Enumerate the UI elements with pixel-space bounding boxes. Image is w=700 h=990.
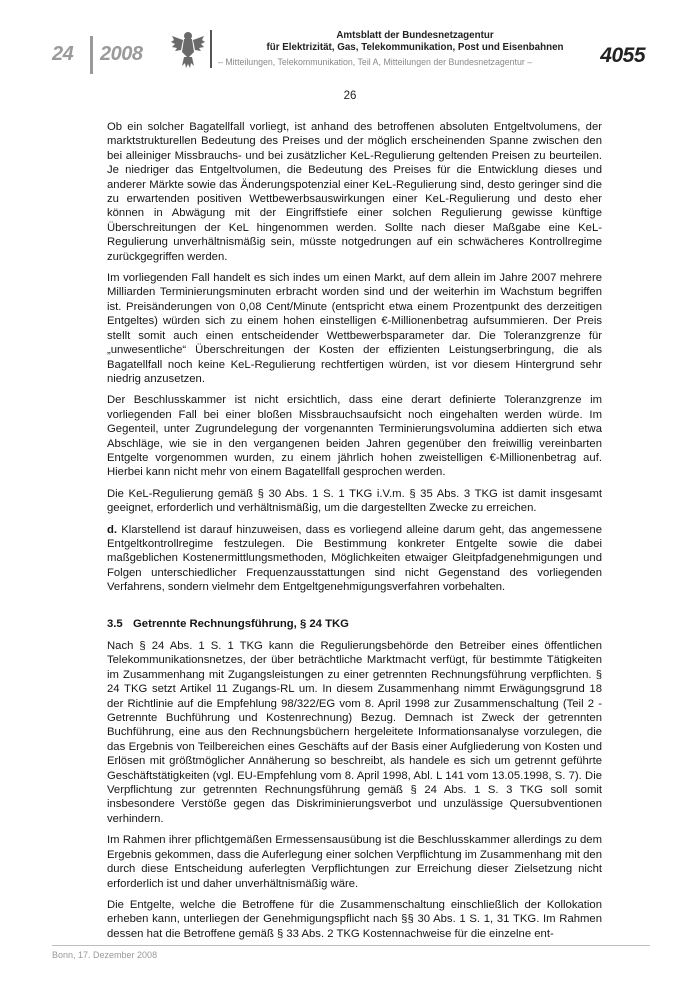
gazette-subtitle: für Elektrizität, Gas, Telekommunikation, Post und Eisenbahnen xyxy=(266,42,564,53)
emblem-divider xyxy=(210,30,212,68)
paragraph: Die Entgelte, welche die Betroffene für die Zusammenschaltung einschließlich der Kollokation erheben kann, unterliegen der Genehmigungspflicht nach §§ 30 Abs. 1 S. 1, 31 TKG. Im Rahmen dessen hat die Betroffene gemäß § 33 Abs. 2 TKG Kostennachweise für die einzelne ent- xyxy=(107,898,602,940)
issue-divider xyxy=(90,36,93,74)
document-body xyxy=(107,120,602,948)
paragraph: Der Beschlusskammer ist nicht ersichtlich, dass eine derart definierte Toleranzgrenze im vorliegenden Fall bei einer bloßen Missbrauchsaufsicht noch eingehalten werden würde. Im Gegenteil, unter Zugrundelegung der vorgenannten Terminierungsvolumina addierten sich etwa Abschläge, wie sie in den vergangenen beiden Jahren gegenüber den freiwillig vereinbarten Entgelte vorgenommen wurden, zu einem jährlich hohen zweistelligen €-Millionenbetrag auf. Hierbei kann nicht mehr von einem Bagatellfall gesprochen werden. xyxy=(107,394,602,479)
paragraph-text: Klarstellend ist darauf hinzuweisen, dass es vorliegend alleine darum geht, das angemessene Entgeltkontrollregime festzulegen. Die Bestimmung konkreter Entgelte sowie die dabei maßgeblichen Kostenermittlungsmethoden, Möglichkeiten etwaiger Gleitpfadgenehmigungen und Folgen unterschiedlicher Frequenzausstattungen sind nicht Gegenstand des vorliegenden Verfahrens, sondern vielmehr dem Entgeltgenehmigungsverfahren vorbehalten. xyxy=(107,523,602,594)
gazette-section: – Mitteilungen, Telekommunikation, Teil A, Mitteilungen der Bundesnetzagentur – xyxy=(218,57,533,67)
paragraph: Die KeL-Regulierung gemäß § 30 Abs. 1 S. 1 TKG i.V.m. § 35 Abs. 3 TKG ist damit insgesamt geeignet, erforderlich und verhältnismäßig, um die dargestellten Zwecke zu erreichen. xyxy=(107,487,602,515)
paragraph: Im Rahmen ihrer pflichtgemäßen Ermessensausübung ist die Beschlusskammer allerdings zu dem Ergebnis gekommen, dass die Auferlegung einer solchen Verpflichtung im Zusammenhang mit den durch diese Entscheidung auferlegten Verpflichtungen zur Erreichung dieser Zielsetzung nicht erforderlich ist und daher unverhältnismäßig wäre. xyxy=(107,834,602,890)
inner-page-number: 26 xyxy=(343,90,357,102)
footer-date: Bonn, 17. Dezember 2008 xyxy=(52,950,158,960)
gazette-page-number: 4055 xyxy=(600,44,645,67)
section-heading xyxy=(107,617,602,631)
section-number: 3.5 xyxy=(107,617,123,630)
page-header xyxy=(0,0,700,90)
section-title: Getrennte Rechnungsführung, § 24 TKG xyxy=(133,617,349,630)
paragraph: Nach § 24 Abs. 1 S. 1 TKG kann die Regulierungsbehörde den Betreiber eines öffentlichen Telekommunikationsnetzes, der über beträchtliche Marktmacht verfügt, für bestimmte Tätigkeiten im Zusammenhang mit Zugangsleistungen zu einer getrennten Rechnungsführung verpflichten. § 24 TKG setzt Artikel 11 Zugangs-RL um. In diesem Zusammenhang nimmt Erwägungsgrund 18 der Richtlinie auf die Empfehlung 98/322/EG vom 8. April 1998 zur Zusammenschaltung (Teil 2 - Getrennte Buchführung und Kostenrechnung) Bezug. Demnach ist Zweck der getrennten Buchführung, eine aus den Rechnungsbüchern hergeleitete Informationsanalyse vorzulegen, die das Ergebnis von Teilbereichen eines Geschäfts auf der Basis einer Aufgliederung von Kosten und Erlösen mit größtmöglicher Annäherung so beschreibt, als handele es sich um getrennt geführte Geschäftstätigkeiten (vgl. EU-Empfehlung vom 8. April 1998, Abl. L 141 vom 13.05.1998, S. 7). Die Verpflichtung zur getrennten Rechnungsführung gemäß § 24 Abs. 1 S. 3 TKG soll somit insbesondere Verstöße gegen das Diskriminierungsverbot und unzulässige Quersubventionen verhindern. xyxy=(107,640,602,825)
federal-eagle-icon xyxy=(170,28,206,70)
footer-divider xyxy=(52,945,650,946)
paragraph-label: d. xyxy=(107,523,118,536)
issue-number: 24 xyxy=(52,43,74,65)
paragraph: Im vorliegenden Fall handelt es sich indes um einen Markt, auf dem allein im Jahre 2007 mehrere Milliarden Terminierungsminuten erbracht worden sind und der weiterhin im Wachstum begriffen ist. Preisänderungen von 0,08 Cent/Minute (entspricht etwa einem Prozentpunkt des derzeitigen Entgeltes) würden sich zu einem hohen einstelligen €-Millionenbetrag aufsummieren. Der Preis stellt somit auch einen entscheidender Wettbewerbsparameter dar. Die Toleranzgrenze für „unwesentliche“ Überschreitungen der Kosten der effizienten Leistungserbringung, die als Bagatellfall noch keine KeL-Regulierung rechtfertigen würden, ist vor diesem Hintergrund sehr niedrig anzusetzen. xyxy=(107,272,602,385)
issue-year: 2008 xyxy=(100,43,143,65)
paragraph: Ob ein solcher Bagatellfall vorliegt, ist anhand des betroffenen absoluten Entgeltvolumens, der marktstrukturellen Bedeutung des Preises und der möglich erscheinenden Spanne zwischen den bei alleiniger Missbrauchs- und bei zusätzlicher KeL-Regulierung geltenden Preisen zu beurteilen. Je niedriger das Entgeltvolumen, die Bedeutung des Preises für die Entwicklung dieses und anderer Märkte sowie das Änderungspotenzial einer KeL-Regulierung sind, desto geringer sind die zu erwartenden positiven Wettbewerbsauswirkungen einer KeL-Regulierung und desto eher können in Abwägung mit der Eingriffstiefe einer solchen Regulierung gewisse künftige Überschreitungen der KeL hingenommen werden. Sollte nach dieser Maßgabe eine KeL-Regulierung unverhältnismäßig sein, müsste notgedrungen auf ein schwächeres Kontrollregime zurückgegriffen werden. xyxy=(107,121,602,263)
gazette-title: Amtsblatt der Bundesnetzagentur xyxy=(336,30,494,41)
paragraph xyxy=(107,523,602,595)
